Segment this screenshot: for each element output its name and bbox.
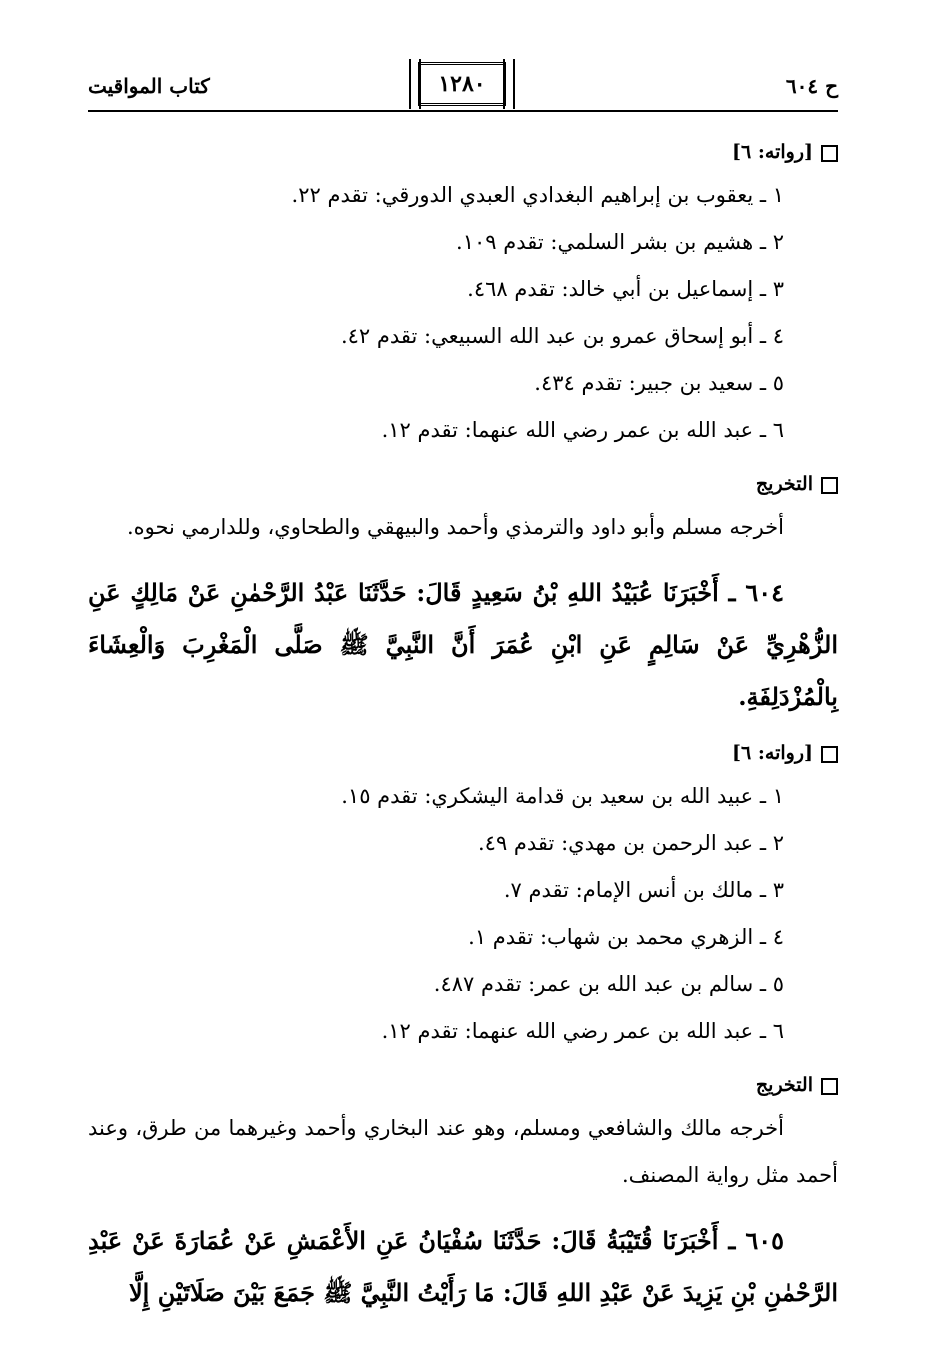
page-body [88, 132, 838, 1319]
chapter-title: كتاب المواقيت [88, 74, 210, 98]
narrator-item: ٣ ـ إسماعيل بن أبي خالد: تقدم ٤٦٨. [467, 277, 784, 301]
narrator-item: ٣ ـ مالك بن أنس الإمام: تقدم ٧. [503, 878, 784, 902]
narrator-item: ٥ ـ سالم بن عبد الله بن عمر: تقدم ٤٨٧. [433, 972, 784, 996]
square-bullet-icon [821, 1078, 838, 1095]
narrators-heading: [رواته: ٦] [88, 733, 838, 773]
hadith-range: ح ٦٠٤ [785, 74, 838, 98]
takhrij-text: أخرجه مالك والشافعي ومسلم، وهو عند البخاري وأحمد وغيرهما من طرق، وعند أحمد مثل رواية المصنف. [88, 1116, 838, 1187]
takhrij-heading: التخريج [88, 464, 838, 504]
narrator-item: ٦ ـ عبد الله بن عمر رضي الله عنهما: تقدم ١٢. [381, 418, 784, 442]
square-bullet-icon [821, 746, 838, 763]
narrator-item: ١ ـ يعقوب بن إبراهيم البغدادي العبدي الدورقي: تقدم ٢٢. [291, 183, 784, 207]
takhrij-text: أخرجه مسلم وأبو داود والترمذي وأحمد والبيهقي والطحاوي، وللدارمي نحوه. [126, 515, 784, 539]
square-bullet-icon [821, 145, 838, 162]
hadith-605-text: ٦٠٥ ـ أَخْبَرَنَا قُتَيْبَةُ قَالَ: حَدَّثَنَا سُفْيَانُ عَنِ الأَعْمَشِ عَنْ عُمَارَةَ عَنْ عَبْدِ الرَّحْمٰنِ بْنِ يَزِيدَ عَنْ عَبْدِ اللهِ قَالَ: مَا رَأَيْتُ النَّبِيَّ ﷺ جَمَعَ بَيْنَ صَلَاتَيْنِ إِلَّا [88, 1226, 838, 1307]
page-header [88, 58, 838, 114]
header-divider [88, 110, 838, 112]
narrator-item: ٤ ـ الزهري محمد بن شهاب: تقدم ١. [468, 925, 784, 949]
narrators-heading: [رواته: ٦] [88, 132, 838, 172]
hadith-604-text: ٦٠٤ ـ أَخْبَرَنَا عُبَيْدُ اللهِ بْنُ سَعِيدٍ قَالَ: حَدَّثَنَا عَبْدُ الرَّحْمٰنِ عَنْ مَالِكٍ عَنِ الزُّهْرِيِّ عَنْ سَالِمٍ عَنِ ابْنِ عُمَرَ أَنَّ النَّبِيَّ ﷺ صَلَّى الْمَغْرِبَ وَالْعِشَاءَ بِالْمُزْدَلِفَةِ. [88, 578, 838, 711]
square-bullet-icon [821, 477, 838, 494]
narrator-item: ٦ ـ عبد الله بن عمر رضي الله عنهما: تقدم ١٢. [381, 1019, 784, 1043]
narrator-item: ٢ ـ هشيم بن بشر السلمي: تقدم ١٠٩. [456, 230, 784, 254]
takhrij-heading: التخريج [88, 1065, 838, 1105]
narrator-item: ٢ ـ عبد الرحمن بن مهدي: تقدم ٤٩. [477, 831, 784, 855]
page-number: ١٢٨٠ [418, 62, 506, 106]
narrator-item: ٤ ـ أبو إسحاق عمرو بن عبد الله السبيعي: تقدم ٤٢. [340, 324, 784, 348]
narrator-item: ٥ ـ سعيد بن جبير: تقدم ٤٣٤. [534, 371, 784, 395]
narrator-item: ١ ـ عبيد الله بن سعيد بن قدامة اليشكري: تقدم ١٥. [341, 784, 784, 808]
